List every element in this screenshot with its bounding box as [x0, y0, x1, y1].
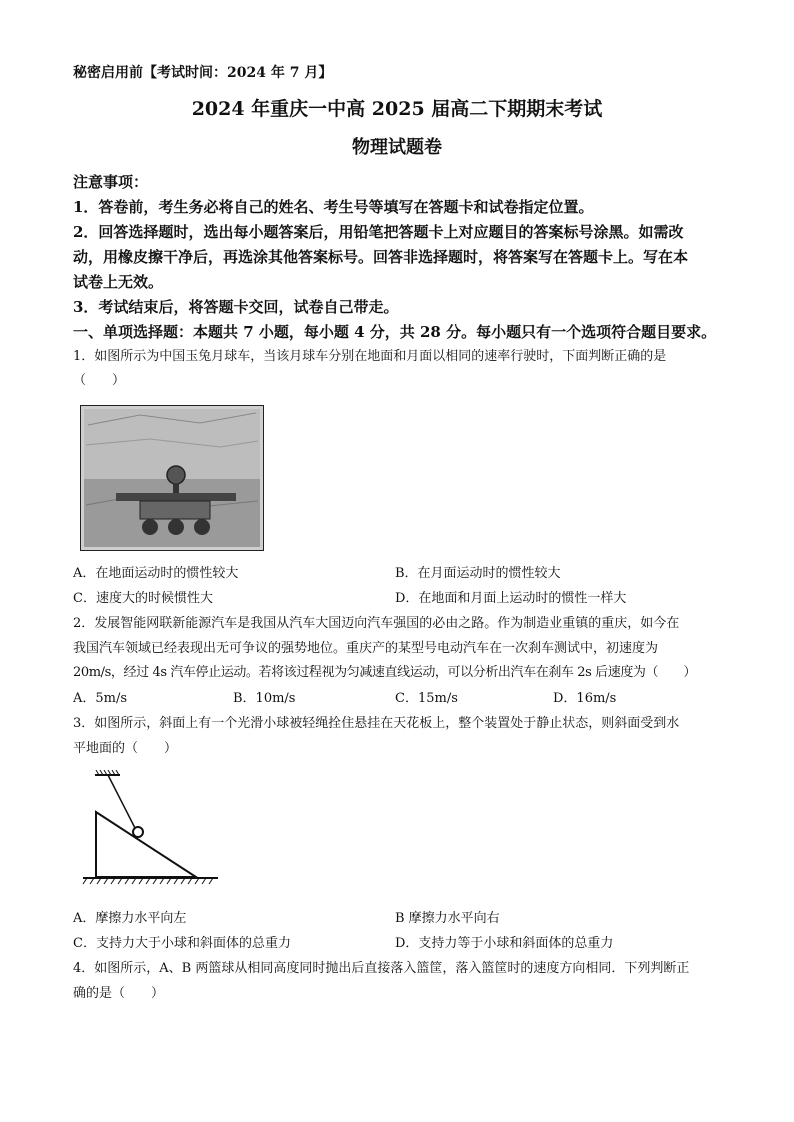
note-item-3: 3．考试结束后，将答题卡交回，试卷自己带走。 — [73, 298, 399, 316]
q3-option-a: A．摩擦力水平向左 — [73, 911, 187, 926]
q1-option-d: D．在地面和月面上运动时的惯性一样大 — [395, 591, 627, 606]
notes-heading: 注意事项： — [73, 173, 149, 191]
incline-ball-diagram — [78, 770, 223, 890]
note-item-1: 1．答卷前，考生务必将自己的姓名、考生号等填写在答题卡和试卷指定位置。 — [73, 198, 594, 216]
note-item-2-line-2: 动，用橡皮擦干净后，再选涂其他答案标号。回答非选择题时，将答案写在答题卡上。写在本 — [73, 248, 689, 266]
q1-option-b: B．在月面运动时的惯性较大 — [395, 566, 561, 581]
q4-stem-line-2: 确的是（ ） — [73, 986, 165, 1001]
q2-stem-line-3: 20m/s，经过 4s 汽车停止运动。若将该过程视为匀减速直线运动，可以分析出汽车在刹车 2s 后速度为（ ） — [73, 665, 696, 680]
q3-option-c: C．支持力大于小球和斜面体的总重力 — [73, 936, 291, 951]
q1-stem-line-1: 1．如图所示为中国玉兔月球车，当该月球车分别在地面和月面以相同的速率行驶时，下面判断正确的是 — [73, 349, 667, 364]
q3-stem-line-2: 平地面的（ ） — [73, 741, 178, 756]
q2-option-b: B．10m/s — [233, 691, 296, 706]
exam-subtitle: 物理试题卷 — [352, 137, 442, 158]
q2-option-a: A．5m/s — [73, 691, 128, 706]
q2-stem-line-1: 2．发展智能网联新能源汽车是我国从汽车大国迈向汽车强国的必由之路。作为制造业重镇的重庆，如今在 — [73, 616, 680, 631]
q4-stem-line-1: 4．如图所示，A、B 两篮球从相同高度同时抛出后直接落入篮筐，落入篮筐时的速度方向相同．下列判断正 — [73, 961, 690, 976]
q3-stem-line-1: 3．如图所示，斜面上有一个光滑小球被轻绳拴住悬挂在天花板上，整个装置处于静止状态，则斜面受到水 — [73, 716, 680, 731]
q1-option-c: C．速度大的时候惯性大 — [73, 591, 213, 606]
q1-option-a: A．在地面运动时的惯性较大 — [73, 566, 239, 581]
lunar-rover-photo — [80, 405, 264, 551]
q3-option-d: D．支持力等于小球和斜面体的总重力 — [395, 936, 614, 951]
note-item-2-line-3: 试卷上无效。 — [73, 273, 164, 291]
q2-option-c: C．15m/s — [395, 691, 458, 706]
q3-option-b: B 摩擦力水平向右 — [395, 911, 500, 926]
section-1-heading: 一、单项选择题：本题共 7 小题，每小题 4 分，共 28 分。每小题只有一个选项符合题目要求。 — [73, 323, 717, 341]
q2-stem-line-2: 我国汽车领域已经表现出无可争议的强势地位。重庆产的某型号电动汽车在一次刹车测试中，初速度为 — [73, 641, 659, 656]
exam-title: 2024 年重庆一中高 2025 届高二下期期末考试 — [191, 98, 603, 120]
note-item-2-line-1: 2．回答选择题时，选出每小题答案后，用铅笔把答题卡上对应题目的答案标号涂黑。如需改 — [73, 223, 684, 241]
secret-notice: 秘密启用前【考试时间：2024 年 7 月】 — [73, 65, 333, 81]
q1-stem-line-2: （ ） — [73, 373, 126, 388]
q2-option-d: D．16m/s — [553, 691, 617, 706]
